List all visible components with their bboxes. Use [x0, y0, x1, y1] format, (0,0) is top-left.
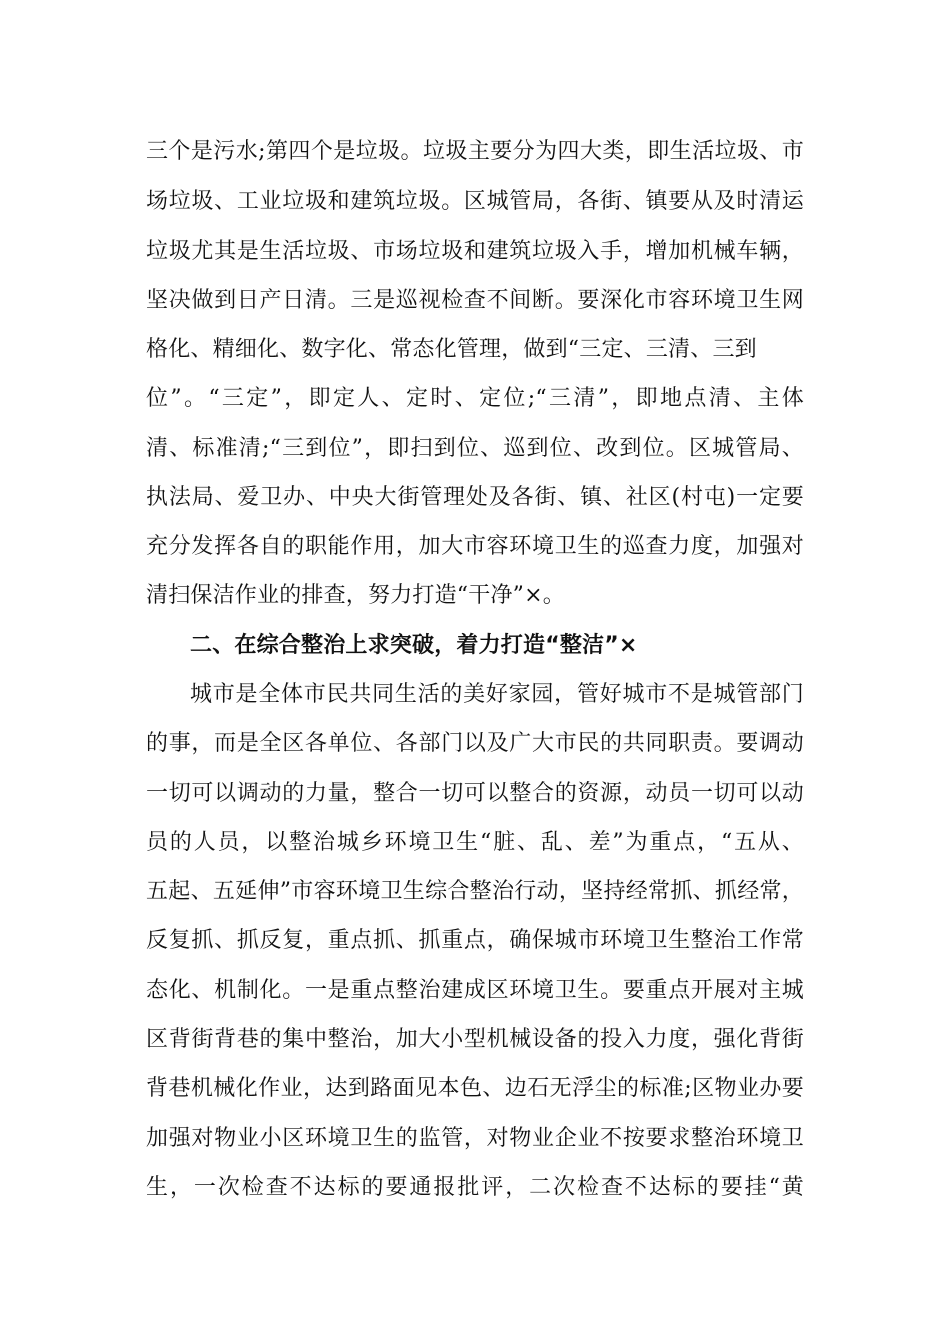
text-line: 区背街背巷的集中整治，加大小型机械设备的投入力度，强化背街 — [146, 1027, 804, 1052]
paragraph-first-line: 城市是全体市民共同生活的美好家园，管好城市不是城管部门 — [190, 682, 804, 707]
text-line: 三个是污水;第四个是垃圾。垃圾主要分为四大类，即生活垃圾、市 — [146, 139, 804, 164]
text-line: 反复抓、抓反复，重点抓、抓重点，确保城市环境卫生整治工作常 — [146, 928, 804, 953]
text-line: 格化、精细化、数字化、常态化管理，做到“三定、三清、三到 — [146, 337, 757, 362]
text-line: 员的人员，以整治城乡环境卫生“脏、乱、差”为重点，“五从、 — [146, 830, 804, 855]
text-line: 垃圾尤其是生活垃圾、市场垃圾和建筑垃圾入手，增加机械车辆， — [146, 239, 804, 264]
text-line: 清、标准清;“三到位”，即扫到位、巡到位、改到位。区城管局、 — [146, 436, 804, 461]
text-line: 的事，而是全区各单位、各部门以及广大市民的共同职责。要调动 — [146, 731, 804, 756]
text-line: 生，一次检查不达标的要通报批评，二次检查不达标的要挂“黄 — [146, 1175, 804, 1200]
text-line: 态化、机制化。一是重点整治建成区环境卫生。要重点开展对主城 — [146, 978, 804, 1003]
text-line: 五起、五延伸”市容环境卫生综合整治行动，坚持经常抓、抓经常， — [146, 879, 804, 904]
text-line: 充分发挥各自的职能作用，加大市容环境卫生的巡查力度，加强对 — [146, 534, 804, 559]
text-line: 清扫保洁作业的排查，努力打造“干净”×。 — [146, 583, 565, 608]
section-heading: 二、在综合整治上求突破，着力打造“整洁”× — [190, 633, 638, 658]
text-line: 场垃圾、工业垃圾和建筑垃圾。区城管局，各街、镇要从及时清运 — [146, 189, 804, 214]
text-line: 加强对物业小区环境卫生的监管，对物业企业不按要求整治环境卫 — [146, 1126, 804, 1151]
text-line: 位”。“三定”，即定人、定时、定位;“三清”，即地点清、主体 — [146, 386, 804, 411]
text-line: 一切可以调动的力量，整合一切可以整合的资源，动员一切可以动 — [146, 781, 804, 806]
text-line: 背巷机械化作业，达到路面见本色、边石无浮尘的标准;区物业办要 — [146, 1076, 804, 1101]
text-line: 执法局、爱卫办、中央大街管理处及各街、镇、社区(村屯)一定要 — [146, 485, 804, 510]
text-line: 坚决做到日产日清。三是巡视检查不间断。要深化市容环境卫生网 — [146, 288, 804, 313]
